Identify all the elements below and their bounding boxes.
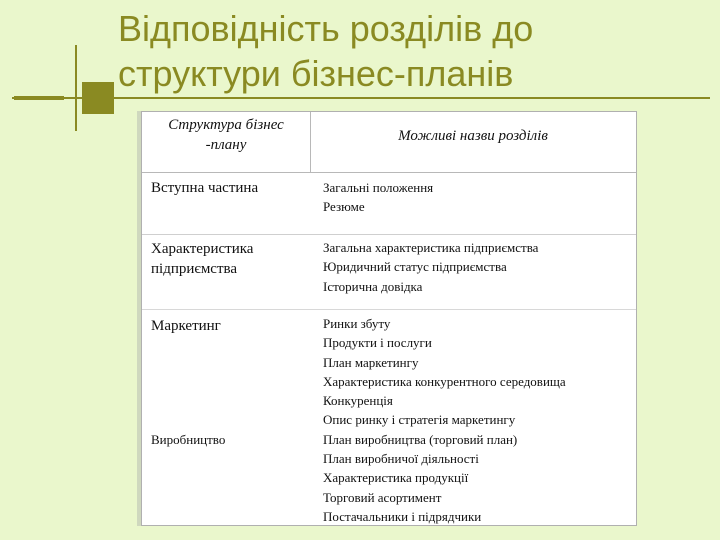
decorative-square	[82, 82, 114, 114]
list-item: Юридичний статус підприємства	[323, 259, 507, 275]
row-label	[151, 316, 311, 336]
row-label	[151, 430, 311, 450]
list-item: Постачальники і підрядчики	[323, 508, 482, 524]
row-items	[323, 238, 633, 296]
list-item: Характеристика конкурентного середовища	[323, 373, 566, 389]
row-items	[323, 178, 633, 217]
header-structure-line-2: -плану	[205, 137, 247, 153]
list-item: Характеристика продукції	[323, 470, 469, 486]
slide-title-line-2: структури бізнес-планів	[118, 53, 514, 94]
row-label-line: Вступна частина	[151, 180, 259, 196]
decorative-horizontal-line	[12, 97, 710, 99]
list-item: Конкуренція	[323, 393, 393, 409]
row-label	[151, 239, 311, 279]
table-row	[142, 172, 636, 235]
table-row	[142, 234, 636, 310]
row-label-line: Маркетинг	[151, 318, 221, 334]
list-item: План виробничої діяльності	[323, 451, 479, 467]
list-item: Історична довідка	[323, 278, 423, 294]
list-item: План маркетингу	[323, 354, 419, 370]
list-item: Резюме	[323, 199, 365, 215]
sections-table	[141, 111, 637, 526]
row-label-line: Виробництво	[151, 432, 226, 447]
slide-title	[118, 6, 678, 96]
list-item: Опис ринку і стратегія маркетингу	[323, 412, 516, 428]
slide-title-line-1: Відповідність розділів до	[118, 8, 534, 49]
list-item: План виробництва (торговий план)	[323, 431, 518, 447]
header-cell-section-names: Можливі назви розділів	[398, 128, 548, 144]
list-item: Торговий асортимент	[323, 489, 442, 505]
header-column-divider	[310, 112, 311, 172]
list-item: Загальна характеристика підприємства	[323, 240, 539, 255]
row-label-line: Характеристика	[151, 241, 254, 257]
decorative-bar	[14, 96, 64, 100]
list-item: Продукти і послуги	[323, 335, 432, 351]
header-cell-structure	[148, 115, 304, 155]
row-label	[151, 178, 311, 198]
row-label-line: підприємства	[151, 261, 238, 277]
decorative-vertical-line	[75, 45, 77, 131]
list-item: Загальні положення	[323, 180, 434, 195]
table-header-row	[142, 112, 636, 173]
header-structure-line-1: Структура бізнес	[168, 117, 284, 133]
row-items	[323, 314, 633, 526]
table-row	[142, 309, 636, 526]
list-item: Ринки збуту	[323, 316, 391, 331]
